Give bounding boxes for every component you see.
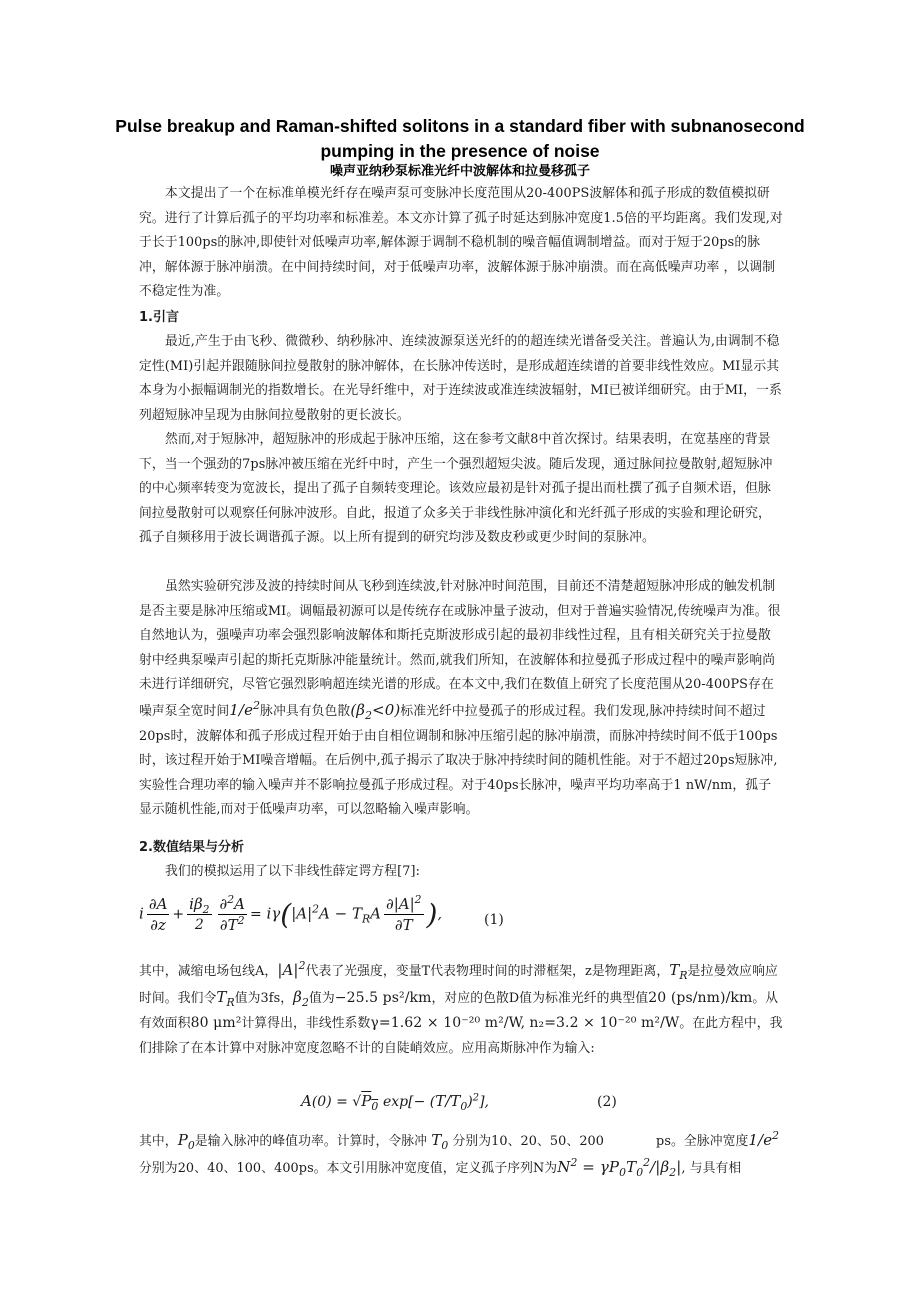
- p3s2-part-f: , 与具有相: [681, 1160, 742, 1176]
- section-2-paragraph-1: 我们的模拟运用了以下非线性薛定谔方程[7]:: [165, 864, 420, 879]
- equation-2: [139, 1086, 783, 1126]
- gamma-value: γ=1.62 × 10⁻²⁰ m²/W,: [370, 1015, 526, 1032]
- section-2-paragraph-2: [139, 958, 783, 1061]
- p2-part-g: 。从有效面积: [139, 990, 779, 1032]
- equation-1-number: (1): [484, 912, 504, 928]
- p2-part-b: 代表了光强度，变量T代表物理时间的时滞框架，z是物理距离，: [305, 964, 670, 979]
- p3s2-part-c: 分别为10、20、50、200: [452, 1134, 605, 1149]
- inline-math-tr-2: $T_R$: [216, 987, 235, 1009]
- inline-math-beta2: $\beta_2$: [293, 987, 309, 1009]
- p2-part-h: 计算得出，非线性系数: [241, 1016, 371, 1032]
- p2-part-i: 。在此方程中，我们排除了在本计算中对脉冲宽度忽略不计的自陡峭效应。应用高斯脉冲作为输入:: [139, 1016, 783, 1056]
- inline-math-tr: $T_R$: [669, 961, 688, 982]
- inline-math-t0: $T_0$: [431, 1131, 449, 1152]
- equation-1-body: i $\frac{\partial A}{\partial z}$ + $\frac{i\beta_2}{2}$ $\frac{\partial^2A}{\partial T^2}$ = $i\gamma(|A|^2A - T_RA$ $\frac{\partial|A|^2}{\partial T}$ ),: [139, 893, 442, 934]
- inline-math-1-over-e2-b: $1/e^2$: [748, 1129, 780, 1149]
- section-1-paragraph-2: [139, 428, 783, 551]
- equation-2-number: (2): [597, 1094, 617, 1110]
- inline-math-abs-a-squared: $|A|^2$: [277, 959, 306, 979]
- section-1-paragraph-3: [139, 575, 783, 823]
- p3s2-part-d: ps。全脉冲宽度: [656, 1134, 749, 1149]
- effective-area-value: 80 μm²: [190, 1015, 242, 1032]
- inline-math-beta2-negative: $(\beta_2<0)$: [350, 700, 401, 722]
- equation-1: [139, 888, 783, 958]
- p2-part-d: 值为3fs，: [234, 990, 294, 1006]
- paper-title-english: Pulse breakup and Raman-shifted solitons in a standard fiber with subnanosecond pumping in the presence of noise: [115, 116, 805, 161]
- p3-part-a: 虽然实验研究涉及波的持续时间从飞秒到连续波,针对脉冲时间范围，目前还不清楚超短脉冲形成的触发机制是否主要是脉冲压缩或MI。调幅最初源可以是传统存在或脉冲量子波动，但对于普遍实验情况,传统噪声为准。很自然地认为，强噪声功率会强烈影响波解体和斯托克斯波形成引起的最初非线性过程，且有相关研究关于拉曼散射中经典泵噪声引起的斯托克斯脉冲能量统计。然而,就我们所知，在波解体和拉曼孤子形成过程中的噪声影响尚未进行详细研究，尽管它强烈影响超连续光谱的形成。在本文中,我们在数值上研究了长度范围从20-400PS存在噪声泵全宽时间: [139, 579, 781, 719]
- section-2-heading: 2.数值结果与分析: [139, 840, 244, 855]
- abstract-paragraph: 本文提出了一个在标准单模光纤存在噪声泵可变脉冲长度范围从20-400PS波解体和孤子形成的数值模拟研究。进行了计算后孤子的平均功率和标准差。本文亦计算了孤子时延达到脉冲宽度1.5倍的平均距离。我们发现,对于长于100ps的脉冲,即使针对低噪声功率,解体源于调制不稳机制的噪音幅值调制增益。而对于短于20ps的脉冲，解体源于脉冲崩溃。在中间持续时间，对于低噪声功率，波解体源于脉冲崩溃。而在高低噪声功率 ，以调制不稳定性为准。: [139, 186, 783, 300]
- equation-2-body: $A(0) = √P_0$ $\exp[- (T/T_0)^2]$,: [301, 1092, 489, 1113]
- inline-math-1-over-e2: $1/e^2$: [229, 698, 261, 719]
- section-1-heading: 1.引言: [139, 310, 179, 325]
- inline-math-p0: $P_0$: [177, 1131, 195, 1152]
- dispersion-value: 20 (ps/nm)/km: [648, 989, 753, 1006]
- p2-part-a: 其中，减缩电场包线A，: [139, 964, 278, 979]
- p3-part-b: 脉冲具有负色散: [260, 703, 351, 719]
- n2-value: n₂=3.2 × 10⁻²⁰ m²/W: [529, 1015, 680, 1032]
- section-1-paragraph-1: 最近,产生于由飞秒、微微秒、纳秒脉冲、连续波源泵送光纤的的超连续光谱备受关注。普遍认为,由调制不稳定性(MI)引起并跟随脉间拉曼散射的脉冲解体，在长脉冲传送时，是形成超连续谱的首要非线性效应。MI显示其本身为小振幅调制光的指数增长。在光导纤维中，对于连续波或准连续波辐射，MI已被详细研究。由于MI，一系列超短脉冲呈现为由脉间拉曼散射的更长波长。: [139, 334, 782, 423]
- p3s2-part-b: 是输入脉冲的峰值功率。计算时，令脉冲: [194, 1134, 428, 1149]
- beta2-value: −25.5 ps²/km: [334, 989, 432, 1006]
- p3s2-part-a: 其中，: [139, 1134, 178, 1149]
- p2-part-f: ，对应的色散D值为标准光纤的典型值: [431, 990, 649, 1006]
- paper-title-chinese: 噪声亚纳秒泵标准光纤中波解体和拉曼移孤子: [329, 164, 590, 179]
- p2-part-e: 值为: [308, 990, 335, 1006]
- p2-part-c: 是拉曼效应响应时间。我们令: [139, 964, 778, 1006]
- inline-math-soliton-order: $N^2 = \gamma P_0T_0^2/|\beta_2|$: [557, 1155, 682, 1179]
- p3-part-c: 标准光纤中拉曼孤子的形成过程。我们发现,脉冲持续时间不超过20ps时，波解体和孤子形成过程开始于由自相位调制和脉冲压缩引起的脉冲崩溃，而脉冲持续时间不低于100ps时，该过程开始于MI噪音增幅。在后例中,孤子揭示了取决于脉冲持续时间的随机性能。对于不超过20ps短脉冲,实验性合理功率的输入噪声并不影响拉曼孤子形成过程。对于40ps长脉冲，噪声平均功率高于1 nW/nm，孤子显示随机性能,而对于低噪声功率，可以忽略输入噪声影响。: [139, 703, 778, 818]
- p3s2-part-e: 分别为20、40、100、400ps。本文引用脉冲宽度值，定义孤子序列N为: [139, 1160, 558, 1176]
- section-2-paragraph-3: [139, 1128, 783, 1181]
- section-1-paragraph-2-text: 然而,对于短脉冲，超短脉冲的形成起于脉冲压缩，这在参考文献8中首次探讨。结果表明，在宽基座的背景下，当一个强劲的7ps脉冲被压缩在光纤中时，产生一个强烈超短尖波。随后发现，通过脉间拉曼散射,超短脉冲的中心频率转变为宽波长，提出了孤子自频转变理论。该效应最初是针对孤子提出而杜撰了孤子自频术语，但脉间拉曼散射可以观察任何脉冲波形。自此，报道了众多关于非线性脉冲演化和光纤孤子形成的实验和理论研究，孤子自频移用于波长调谐孤子源。以上所有提到的研究均涉及数皮秒或更少时间的泵脉冲。: [139, 432, 773, 546]
